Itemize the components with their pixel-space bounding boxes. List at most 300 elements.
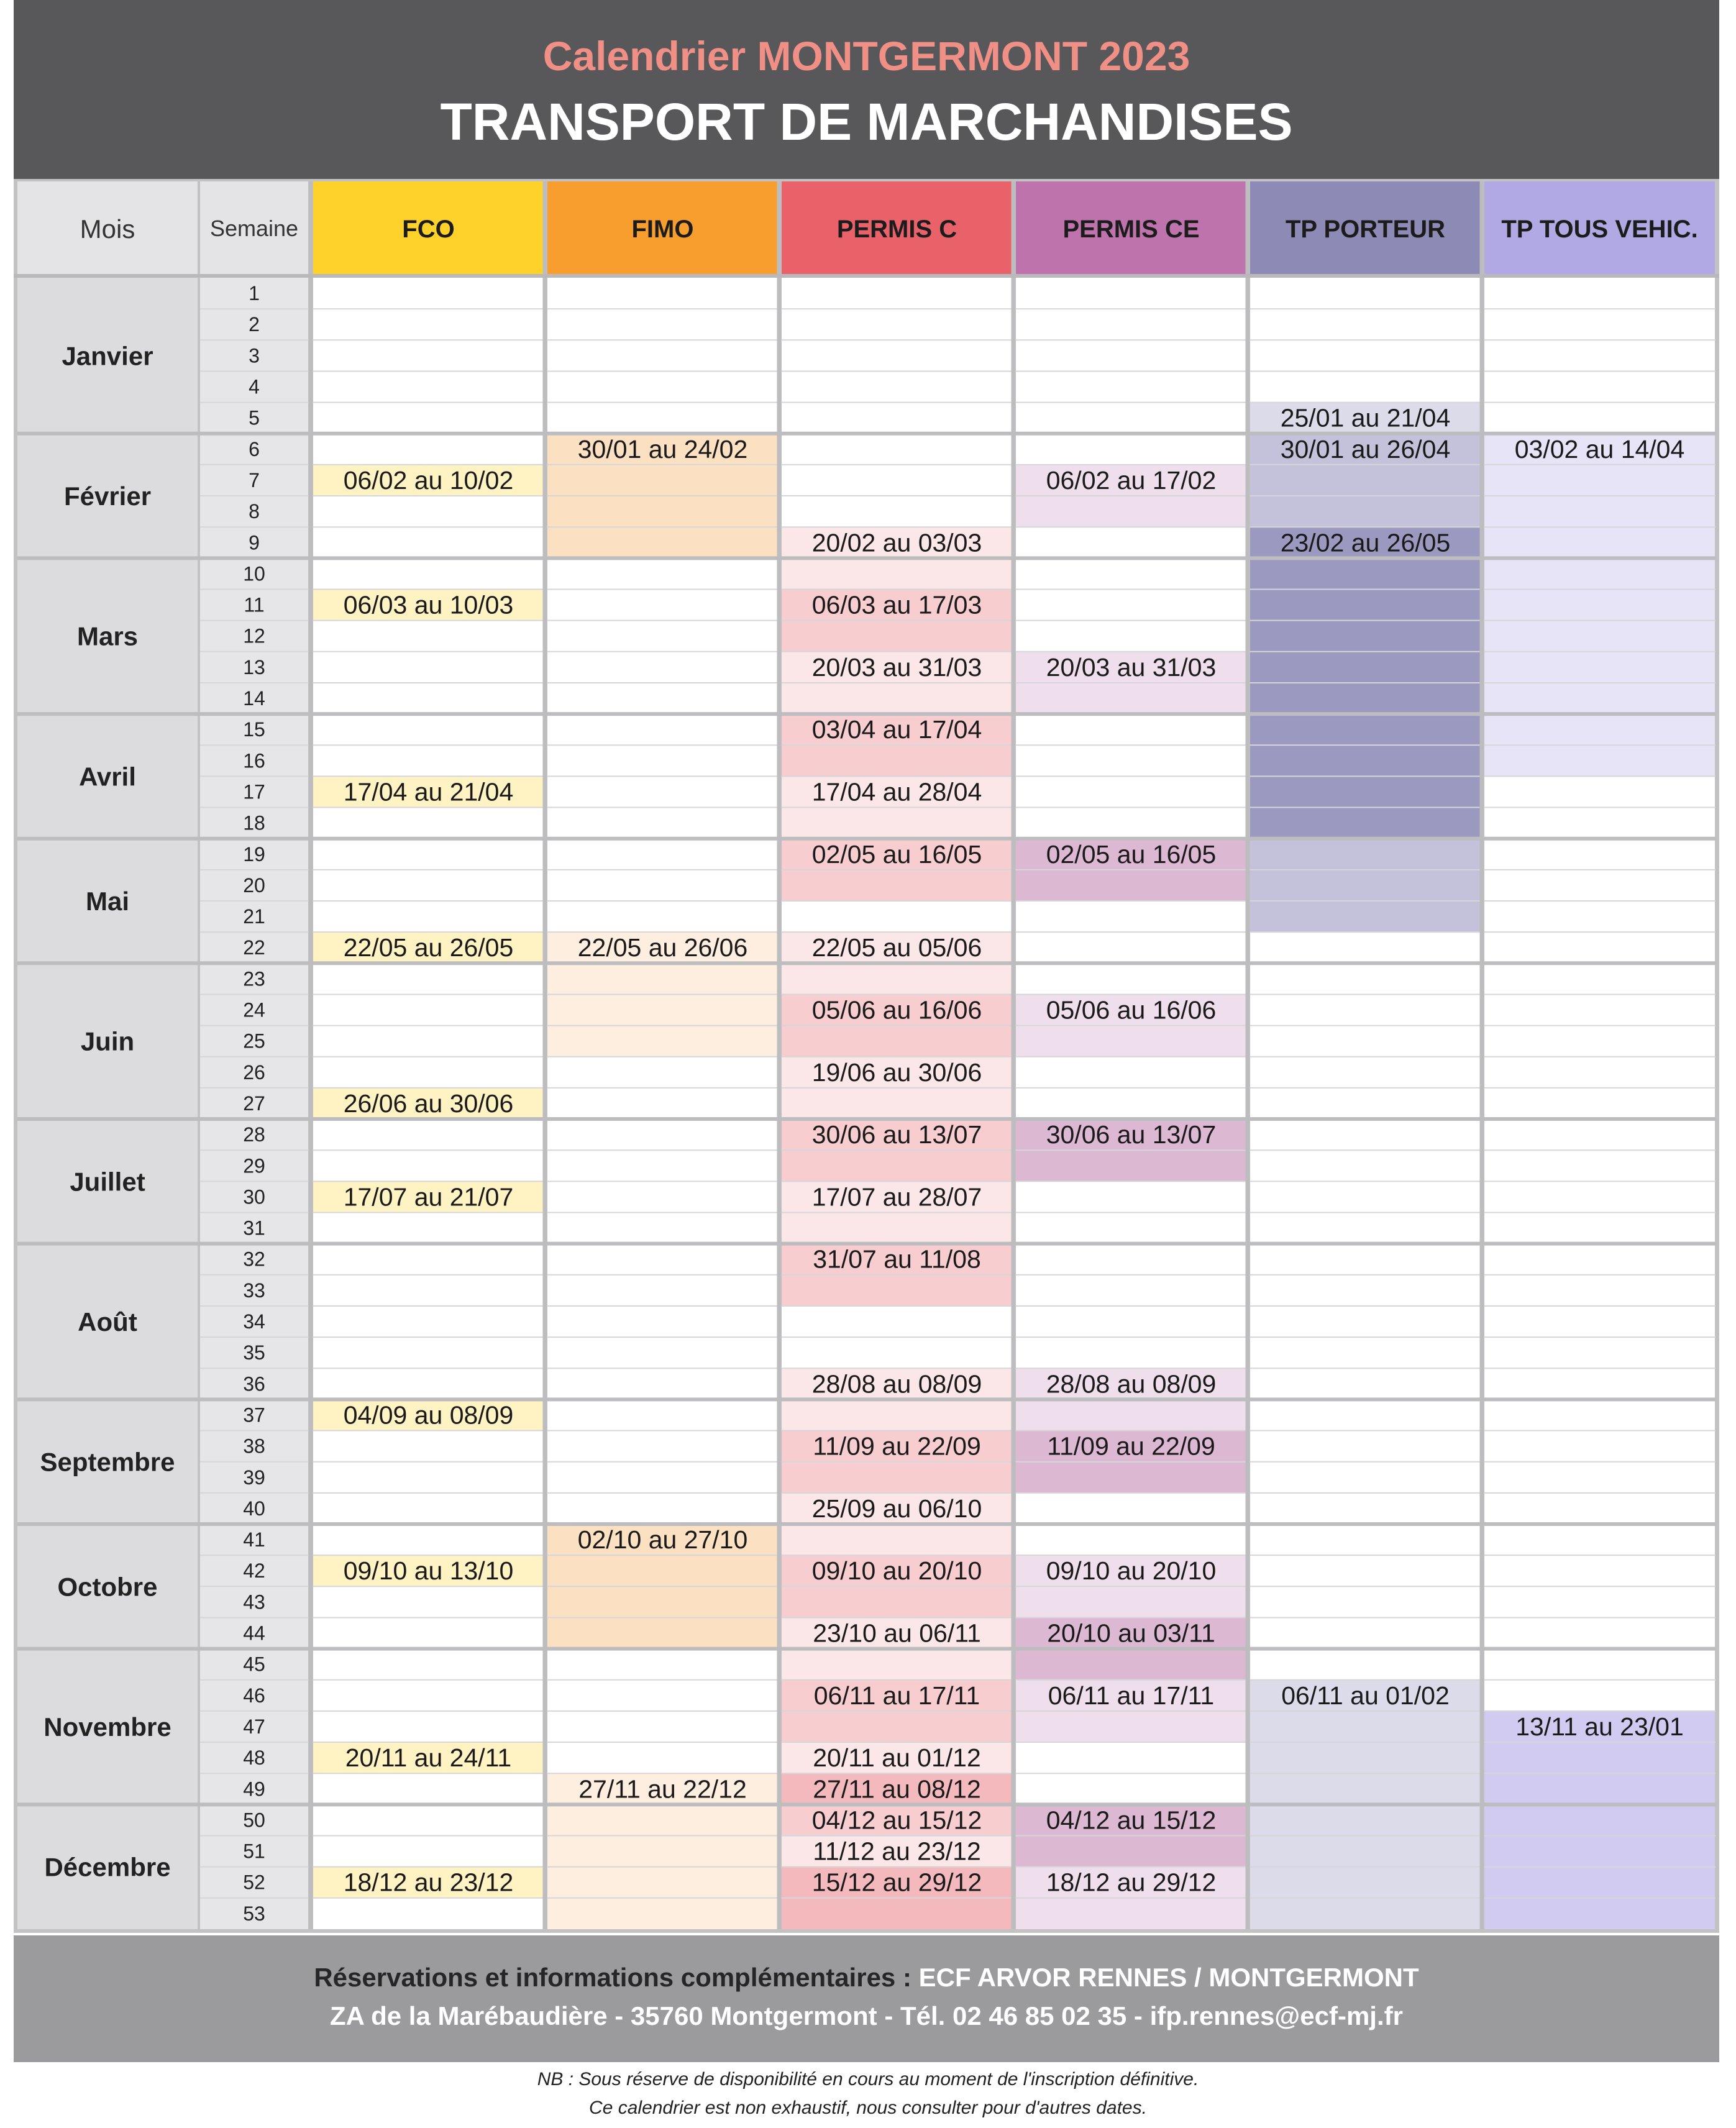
grid-cell	[1016, 745, 1246, 776]
week-number: 37	[243, 1404, 265, 1427]
week-number: 44	[243, 1622, 265, 1645]
grid-cell	[547, 371, 778, 402]
grid-cell	[1250, 1026, 1481, 1057]
grid-cell	[313, 1213, 544, 1244]
grid-cell	[547, 1119, 778, 1150]
grid-cell	[313, 1057, 544, 1088]
session-label: 25/01 au 21/04	[1280, 403, 1451, 432]
month-name: Octobre	[57, 1572, 158, 1602]
grid-cell	[313, 683, 544, 714]
grid-cell	[547, 1088, 778, 1119]
grid-cell	[1016, 340, 1246, 371]
column-header-4: PERMIS CE	[1062, 216, 1200, 243]
grid-cell	[547, 1431, 778, 1462]
week-number: 42	[243, 1559, 265, 1582]
grid-cell	[1250, 309, 1481, 340]
grid-cell	[1484, 309, 1715, 340]
grid-cell	[1484, 1026, 1715, 1057]
session-label: 27/11 au 08/12	[813, 1774, 981, 1804]
month-name: Juin	[80, 1026, 135, 1056]
session-label: 04/12 au 15/12	[1046, 1806, 1217, 1835]
week-number: 46	[243, 1684, 265, 1707]
grid-cell	[547, 1150, 778, 1181]
grid-cell	[1016, 1773, 1246, 1804]
page-subtitle: Calendrier MONTGERMONT 2023	[542, 33, 1190, 79]
grid-cell	[547, 839, 778, 870]
session-label: 31/07 au 11/08	[813, 1244, 981, 1274]
grid-cell	[547, 590, 778, 621]
grid-cell	[1016, 403, 1246, 434]
week-number: 43	[243, 1591, 265, 1614]
grid-cell	[547, 1275, 778, 1306]
session-label: 06/02 au 10/02	[343, 465, 514, 495]
week-number: 9	[249, 531, 260, 554]
week-number: 48	[243, 1747, 265, 1770]
page-title: TRANSPORT DE MARCHANDISES	[440, 93, 1293, 151]
session-block	[1250, 839, 1481, 932]
month-name: Novembre	[43, 1712, 171, 1742]
session-label: 17/04 au 21/04	[343, 777, 514, 806]
grid-cell	[1250, 963, 1481, 994]
week-number: 7	[249, 468, 260, 491]
grid-cell	[547, 745, 778, 776]
grid-cell	[1250, 1431, 1481, 1462]
grid-cell	[1484, 1586, 1715, 1617]
week-number: 19	[243, 843, 265, 865]
week-number: 47	[243, 1715, 265, 1738]
session-label: 28/08 au 08/09	[811, 1369, 982, 1399]
grid-cell	[1484, 1337, 1715, 1368]
week-number: 30	[243, 1185, 265, 1208]
grid-cell	[1484, 1555, 1715, 1586]
session-label: 20/02 au 03/03	[811, 528, 982, 557]
grid-cell	[547, 1368, 778, 1399]
grid-cell	[547, 714, 778, 745]
header-semaine-label: Semaine	[209, 216, 299, 241]
grid-cell	[1250, 1088, 1481, 1119]
session-label: 11/09 au 22/09	[1047, 1432, 1215, 1461]
grid-cell	[547, 1493, 778, 1524]
month-name: Août	[78, 1307, 137, 1337]
session-label: 22/05 au 26/05	[343, 933, 514, 962]
session-label: 20/10 au 03/11	[1047, 1619, 1215, 1648]
week-number: 34	[243, 1310, 265, 1333]
grid-cell	[547, 1244, 778, 1275]
week-number: 27	[243, 1092, 265, 1115]
grid-cell	[547, 1649, 778, 1680]
grid-cell	[782, 309, 1012, 340]
grid-cell	[1250, 1493, 1481, 1524]
week-number: 23	[243, 967, 265, 990]
month-name: Janvier	[62, 341, 153, 371]
session-block	[1484, 1711, 1715, 1929]
week-number: 8	[249, 500, 260, 523]
grid-cell	[313, 745, 544, 776]
week-number: 10	[243, 562, 265, 585]
grid-cell	[1484, 1306, 1715, 1337]
grid-cell	[313, 714, 544, 745]
grid-cell	[1016, 278, 1246, 309]
week-number: 33	[243, 1279, 265, 1302]
grid-cell	[313, 652, 544, 683]
grid-cell	[313, 1493, 544, 1524]
grid-cell	[1016, 1057, 1246, 1088]
grid-cell	[1484, 963, 1715, 994]
grid-cell	[1484, 1617, 1715, 1648]
grid-cell	[1484, 1431, 1715, 1462]
month-name: Mai	[85, 887, 130, 916]
grid-cell	[547, 1337, 778, 1368]
grid-cell	[1484, 932, 1715, 963]
grid-cell	[1484, 1368, 1715, 1399]
grid-cell	[1484, 839, 1715, 870]
grid-cell	[313, 994, 544, 1025]
grid-cell	[1016, 309, 1246, 340]
week-number: 28	[243, 1123, 265, 1146]
grid-cell	[1484, 278, 1715, 309]
grid-cell	[1016, 1742, 1246, 1773]
grid-cell	[1250, 1213, 1481, 1244]
grid-cell	[313, 558, 544, 589]
grid-cell	[1016, 808, 1246, 839]
footer-contact	[14, 1935, 1719, 2062]
grid-cell	[1484, 1181, 1715, 1212]
grid-cell	[313, 1680, 544, 1711]
grid-cell	[1250, 278, 1481, 309]
grid-cell	[1250, 371, 1481, 402]
grid-cell	[1016, 1306, 1246, 1337]
grid-cell	[1016, 1213, 1246, 1244]
grid-cell	[313, 808, 544, 839]
grid-cell	[1250, 1586, 1481, 1617]
grid-cell	[313, 1586, 544, 1617]
session-label: 09/10 au 20/10	[1046, 1556, 1217, 1586]
grid-cell	[313, 1898, 544, 1929]
column-header-3: PERMIS C	[836, 216, 957, 243]
grid-cell	[1016, 714, 1246, 745]
grid-cell	[313, 527, 544, 558]
grid-cell	[1484, 1119, 1715, 1150]
column-header-5: TP PORTEUR	[1285, 216, 1446, 243]
grid-cell	[1250, 1181, 1481, 1212]
session-label: 06/11 au 01/02	[1281, 1681, 1450, 1710]
month-name: Décembre	[44, 1852, 171, 1882]
session-label: 17/04 au 28/04	[811, 777, 982, 806]
session-block	[1484, 434, 1715, 777]
grid-cell	[782, 496, 1012, 527]
grid-cell	[1250, 994, 1481, 1025]
grid-cell	[1484, 776, 1715, 807]
session-label: 03/04 au 17/04	[811, 715, 982, 744]
grid-cell	[1250, 1462, 1481, 1493]
session-label: 30/06 au 13/07	[811, 1120, 982, 1149]
grid-cell	[1250, 1399, 1481, 1430]
week-number: 52	[243, 1871, 265, 1894]
grid-cell	[1250, 1244, 1481, 1275]
week-number: 4	[249, 375, 260, 398]
footer-reservation-text: Réservations et informations complémentaires :	[314, 1963, 919, 1992]
grid-cell	[547, 1742, 778, 1773]
session-label: 30/01 au 24/02	[577, 434, 748, 464]
week-number: 35	[243, 1341, 265, 1364]
week-number: 2	[249, 313, 260, 336]
week-number: 41	[243, 1528, 265, 1551]
grid-cell	[1016, 776, 1246, 807]
session-label: 06/11 au 17/11	[1048, 1681, 1215, 1710]
grid-cell	[547, 340, 778, 371]
week-number: 51	[243, 1840, 265, 1863]
session-label: 27/11 au 22/12	[578, 1774, 747, 1804]
month-name: Mars	[76, 621, 139, 651]
grid-cell	[547, 808, 778, 839]
week-number: 53	[243, 1902, 265, 1925]
week-number: 50	[243, 1809, 265, 1832]
session-label: 13/11 au 23/01	[1515, 1712, 1684, 1741]
week-number: 32	[243, 1248, 265, 1271]
note-line-1: NB : Sous réserve de disponibilité en cours au moment de l'inscription définitive.	[537, 2069, 1199, 2089]
note-line-2: Ce calendrier est non exhaustif, nous consulter pour d'autres dates.	[589, 2098, 1147, 2118]
week-number: 26	[243, 1061, 265, 1084]
grid-cell	[782, 371, 1012, 402]
grid-cell	[782, 340, 1012, 371]
grid-cell	[313, 870, 544, 901]
session-label: 05/06 au 16/06	[1046, 995, 1217, 1025]
grid-cell	[547, 683, 778, 714]
week-number: 31	[243, 1217, 265, 1240]
week-number: 14	[243, 687, 265, 710]
grid-cell	[1484, 403, 1715, 434]
grid-cell	[1016, 1088, 1246, 1119]
grid-cell	[313, 1368, 544, 1399]
session-label: 05/06 au 16/06	[811, 995, 982, 1025]
grid-cell	[313, 1836, 544, 1867]
grid-cell	[1250, 1524, 1481, 1555]
grid-cell	[547, 558, 778, 589]
grid-cell	[313, 1773, 544, 1804]
grid-cell	[1016, 434, 1246, 465]
grid-cell	[1250, 1150, 1481, 1181]
grid-cell	[313, 309, 544, 340]
week-number: 25	[243, 1030, 265, 1053]
session-label: 11/09 au 22/09	[813, 1432, 981, 1461]
footer-company-name: ECF ARVOR RENNES / MONTGERMONT	[918, 1963, 1419, 1992]
week-number: 36	[243, 1372, 265, 1395]
grid-cell	[547, 1399, 778, 1430]
session-label: 23/02 au 26/05	[1280, 528, 1451, 557]
grid-cell	[313, 403, 544, 434]
grid-cell	[1484, 1493, 1715, 1524]
grid-cell	[1016, 1181, 1246, 1212]
grid-cell	[1016, 558, 1246, 589]
grid-cell	[547, 901, 778, 932]
week-number: 11	[244, 593, 265, 616]
session-label: 09/10 au 13/10	[343, 1556, 514, 1586]
grid-cell	[547, 1181, 778, 1212]
grid-cell	[1250, 1337, 1481, 1368]
session-label: 06/03 au 17/03	[811, 590, 982, 619]
session-label: 06/03 au 10/03	[343, 590, 514, 619]
month-name: Juillet	[70, 1167, 145, 1197]
grid-cell	[1484, 1213, 1715, 1244]
grid-cell	[547, 1213, 778, 1244]
session-label: 03/02 au 14/04	[1514, 434, 1685, 464]
month-name: Février	[63, 482, 152, 511]
grid-cell	[547, 870, 778, 901]
grid-cell	[1016, 527, 1246, 558]
grid-cell	[1250, 340, 1481, 371]
week-number: 18	[243, 811, 265, 834]
grid-cell	[547, 278, 778, 309]
session-label: 02/05 au 16/05	[1046, 839, 1217, 869]
grid-cell	[313, 901, 544, 932]
grid-cell	[313, 1617, 544, 1648]
session-label: 15/12 au 29/12	[811, 1868, 982, 1897]
week-number: 5	[249, 406, 260, 429]
grid-cell	[1484, 371, 1715, 402]
week-number: 24	[243, 998, 265, 1021]
grid-cell	[547, 776, 778, 807]
week-number: 3	[249, 344, 260, 367]
week-number: 15	[243, 718, 265, 741]
session-label: 20/03 au 31/03	[811, 652, 982, 682]
grid-cell	[1484, 1680, 1715, 1711]
grid-cell	[313, 1804, 544, 1835]
week-number: 17	[243, 780, 265, 803]
grid-cell	[547, 1306, 778, 1337]
session-label: 23/10 au 06/11	[813, 1619, 981, 1648]
grid-cell	[1016, 1244, 1246, 1275]
grid-cell	[1250, 1119, 1481, 1150]
grid-cell	[1484, 1150, 1715, 1181]
grid-cell	[1016, 621, 1246, 652]
grid-cell	[1484, 1244, 1715, 1275]
week-number: 20	[243, 874, 265, 897]
grid-cell	[313, 1524, 544, 1555]
grid-cell	[547, 1680, 778, 1711]
grid-cell	[1016, 371, 1246, 402]
grid-cell	[782, 1306, 1012, 1337]
week-number: 45	[243, 1653, 265, 1676]
grid-cell	[782, 278, 1012, 309]
grid-cell	[547, 621, 778, 652]
grid-cell	[1016, 1524, 1246, 1555]
grid-cell	[313, 278, 544, 309]
session-label: 30/06 au 13/07	[1046, 1120, 1217, 1149]
grid-cell	[313, 1337, 544, 1368]
grid-cell	[313, 1462, 544, 1493]
grid-cell	[1484, 1088, 1715, 1119]
grid-cell	[1250, 1306, 1481, 1337]
week-number: 49	[243, 1778, 265, 1801]
month-name: Avril	[79, 762, 136, 792]
column-header-6: TP TOUS VEHIC.	[1501, 216, 1698, 243]
grid-cell	[547, 1057, 778, 1088]
grid-cell	[313, 963, 544, 994]
grid-cell	[1016, 1275, 1246, 1306]
grid-cell	[313, 1649, 544, 1680]
week-number: 12	[243, 624, 265, 647]
grid-cell	[313, 1306, 544, 1337]
grid-cell	[1250, 1555, 1481, 1586]
grid-cell	[313, 1119, 544, 1150]
grid-cell	[313, 1150, 544, 1181]
grid-cell	[1484, 1275, 1715, 1306]
session-label: 18/12 au 29/12	[1046, 1868, 1217, 1897]
week-number: 21	[243, 905, 265, 928]
week-number: 16	[243, 749, 265, 772]
grid-cell	[1016, 901, 1246, 932]
week-number: 38	[243, 1435, 265, 1458]
footer-address: ZA de la Marébaudière - 35760 Montgermont - Tél. 02 46 85 02 35 - ifp.rennes@ecf-mj.fr	[330, 2001, 1403, 2030]
session-label: 06/11 au 17/11	[813, 1681, 980, 1710]
session-label: 20/11 au 01/12	[813, 1743, 981, 1773]
grid-cell	[313, 1275, 544, 1306]
session-label: 18/12 au 23/12	[343, 1868, 514, 1897]
week-number: 40	[243, 1497, 265, 1520]
grid-cell	[313, 496, 544, 527]
week-number: 1	[249, 282, 260, 305]
grid-cell	[782, 434, 1012, 465]
grid-cell	[782, 403, 1012, 434]
session-label: 17/07 au 28/07	[811, 1182, 982, 1212]
grid-cell	[313, 1711, 544, 1742]
week-number: 13	[243, 655, 265, 678]
header-mois-label: Mois	[80, 214, 135, 244]
session-label: 25/09 au 06/10	[811, 1494, 982, 1523]
grid-cell	[1484, 1524, 1715, 1555]
grid-cell	[313, 1026, 544, 1057]
grid-cell	[313, 1431, 544, 1462]
grid-cell	[313, 839, 544, 870]
grid-cell	[1016, 590, 1246, 621]
session-label: 17/07 au 21/07	[343, 1182, 514, 1212]
grid-cell	[782, 901, 1012, 932]
session-label: 26/06 au 30/06	[343, 1089, 514, 1118]
week-number: 22	[243, 936, 265, 959]
session-label: 22/05 au 26/06	[577, 933, 748, 962]
grid-cell	[1484, 340, 1715, 371]
session-label: 02/10 au 27/10	[577, 1525, 748, 1555]
grid-cell	[1484, 1649, 1715, 1680]
session-label: 06/02 au 17/02	[1046, 465, 1217, 495]
grid-cell	[313, 371, 544, 402]
grid-cell	[782, 465, 1012, 496]
grid-cell	[313, 340, 544, 371]
grid-cell	[547, 652, 778, 683]
week-number: 29	[243, 1154, 265, 1177]
session-label: 20/03 au 31/03	[1046, 652, 1217, 682]
grid-cell	[1484, 1057, 1715, 1088]
session-label: 04/09 au 08/09	[343, 1400, 514, 1430]
grid-cell	[1484, 808, 1715, 839]
session-label: 28/08 au 08/09	[1046, 1369, 1217, 1399]
grid-cell	[547, 309, 778, 340]
grid-cell	[1250, 1368, 1481, 1399]
grid-cell	[1016, 963, 1246, 994]
column-header-2: FIMO	[631, 216, 694, 243]
grid-cell	[547, 1711, 778, 1742]
session-label: 09/10 au 20/10	[811, 1556, 982, 1586]
session-label: 04/12 au 15/12	[811, 1806, 982, 1835]
grid-cell	[1250, 1057, 1481, 1088]
grid-cell	[1016, 1337, 1246, 1368]
session-label: 22/05 au 05/06	[811, 933, 982, 962]
grid-cell	[547, 1462, 778, 1493]
grid-cell	[782, 1337, 1012, 1368]
grid-cell	[313, 1244, 544, 1275]
grid-cell	[1250, 1275, 1481, 1306]
column-header-1: FCO	[402, 216, 455, 243]
